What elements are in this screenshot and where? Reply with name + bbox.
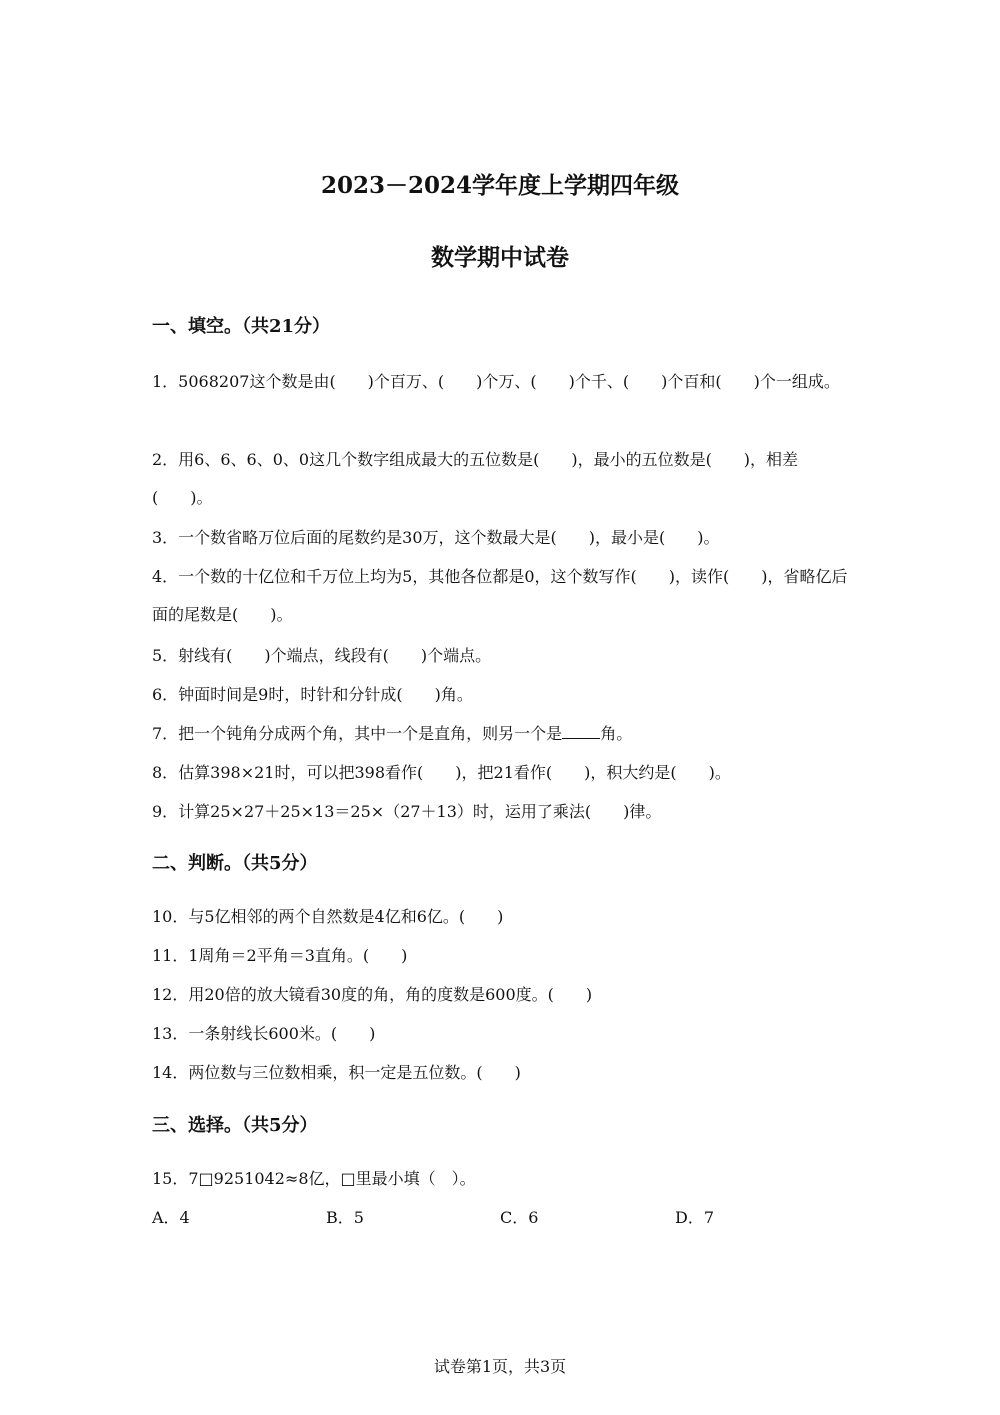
question-13: 13．一条射线长600米。( ) [152, 1024, 376, 1043]
exam-title: 2023－2024学年度上学期四年级 [320, 172, 680, 199]
question-5: 5．射线有( )个端点，线段有( )个端点。 [152, 646, 492, 665]
question-11: 11．1周角＝2平角＝3直角。( ) [152, 946, 408, 965]
question-7-text: 7．把一个钝角分成两个角，其中一个是直角，则另一个是 [152, 724, 563, 743]
section-heading-fill-in: 一、填空。（共21分） [152, 316, 331, 337]
option-a: A．4 [152, 1208, 190, 1227]
question-9: 9．计算25×27＋25×13＝25×（27＋13）时，运用了乘法( )律。 [152, 802, 662, 821]
question-14: 14．两位数与三位数相乘，积一定是五位数。( ) [152, 1063, 521, 1082]
question-8: 8．估算398×21时，可以把398看作( )，把21看作( )，积大约是( )。 [152, 763, 731, 782]
option-c: C．6 [500, 1208, 539, 1227]
option-b: B．5 [326, 1208, 364, 1227]
question-10: 10．与5亿相邻的两个自然数是4亿和6亿。( ) [152, 907, 504, 926]
page-footer: 试卷第1页，共3页 [433, 1357, 567, 1376]
exam-subtitle: 数学期中试卷 [431, 244, 569, 271]
question-7-suffix: 角。 [600, 724, 633, 743]
question-3: 3．一个数省略万位后面的尾数约是30万，这个数最大是( )，最小是( )。 [152, 528, 720, 547]
question-2: 2．用6、6、6、0、0这几个数字组成最大的五位数是( )，最小的五位数是( )，相差( )。 [152, 450, 799, 507]
question-4: 4．一个数的十亿位和千万位上均为5，其他各位都是0，这个数写作( )，读作( )，省略亿后面的尾数是( )。 [152, 567, 848, 624]
question-15: 15．7□9251042≈8亿，□里最小填（ ）。 [152, 1169, 476, 1188]
question-7 [152, 722, 852, 746]
option-d: D．7 [675, 1208, 715, 1227]
question-6: 6．钟面时间是9时，时针和分针成( )角。 [152, 685, 473, 704]
section-heading-choice: 三、选择。（共5分） [152, 1115, 318, 1136]
question-1: 1．5068207这个数是由( )个百万、( )个万、( )个千、( )个百和( )个一组成。 [152, 372, 840, 391]
question-12: 12．用20倍的放大镜看30度的角，角的度数是600度。( ) [152, 985, 593, 1004]
section-heading-judge: 二、判断。（共5分） [152, 853, 318, 874]
answer-blank [562, 724, 600, 739]
